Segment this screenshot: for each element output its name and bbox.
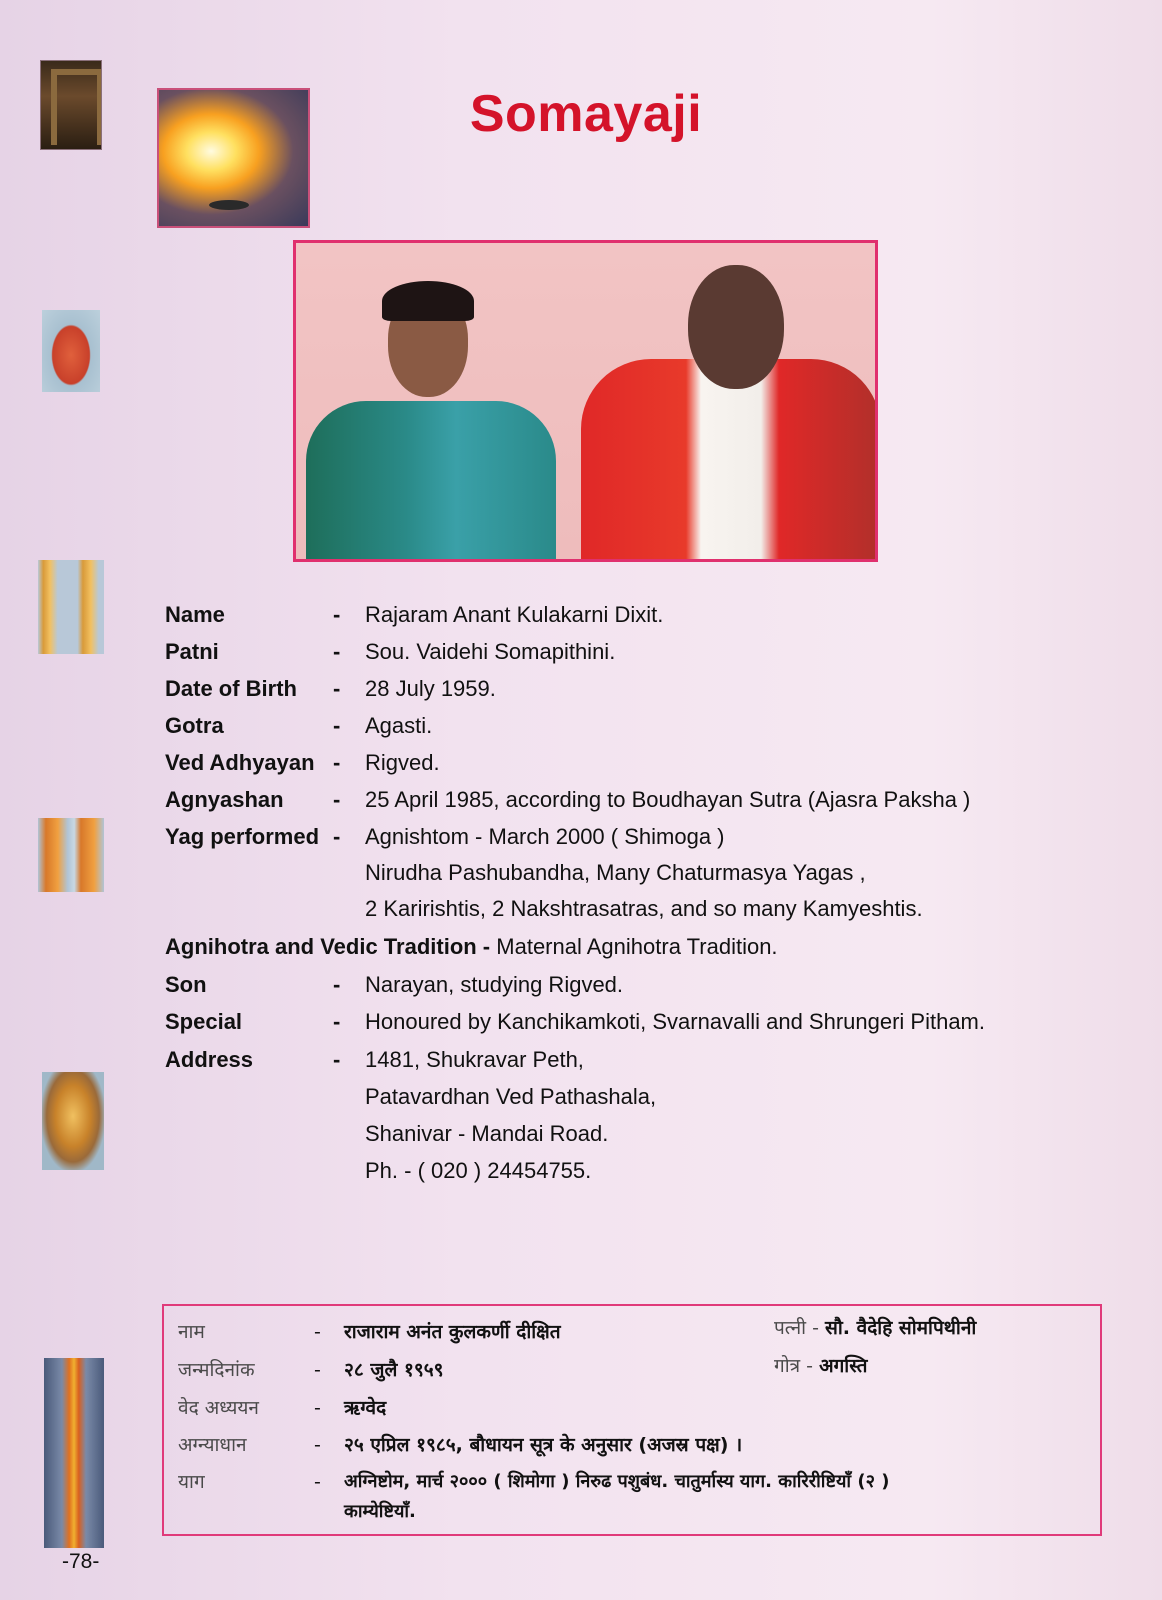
separator: - (333, 602, 341, 627)
hindi-gotra-value: अगस्ति (819, 1355, 868, 1377)
page-title: Somayaji (469, 85, 703, 143)
tradition-value: Maternal Agnihotra Tradition. (496, 934, 778, 959)
hindi-patni (774, 1316, 976, 1340)
dob-label: Date of Birth (165, 676, 297, 701)
patni-label: Patni (165, 639, 219, 664)
hindi-gotra (774, 1354, 867, 1378)
patni-value: Sou. Vaidehi Somapithini. (365, 639, 616, 664)
name-label: Name (165, 602, 225, 627)
yag-line-2: Nirudha Pashubandha, Many Chaturmasya Yagas , (365, 860, 866, 885)
address-label: Address (165, 1047, 254, 1072)
dob-value: 28 July 1959. (365, 676, 496, 701)
hindi-dash: - (314, 1321, 321, 1343)
hindi-summary-box (162, 1304, 1102, 1536)
hindi-dob-label: जन्मदिनांक (178, 1359, 255, 1381)
tradition-row (165, 934, 778, 960)
hindi-agny-label: अग्न्याधान (178, 1434, 247, 1456)
hindi-name-value: राजाराम अनंत कुलकर्णी दीक्षित (344, 1321, 561, 1343)
agnyashan-value: 25 April 1985, according to Boudhayan Sutra (Ajasra Paksha ) (365, 787, 971, 812)
hindi-ved-label: वेद अध्ययन (178, 1397, 259, 1419)
hindi-gotra-label: गोत्र - (774, 1355, 814, 1377)
woman-figure (306, 401, 556, 562)
wooden-vessel-thumbnail (42, 1072, 104, 1170)
wooden-blocks-thumbnail (38, 818, 104, 892)
hindi-patni-label: पत्नी - (774, 1317, 819, 1339)
hindi-yag-label: याग (178, 1471, 205, 1493)
address-phone: Ph. - ( 020 ) 24454755. (365, 1158, 592, 1183)
hindi-agny-value: २५ एप्रिल १९८५, बौधायन सूत्र के अनुसार (अजस्र पक्ष) । (344, 1434, 743, 1456)
gotra-label: Gotra (165, 713, 224, 738)
page-number: -78- (62, 1550, 100, 1573)
separator: - (333, 676, 341, 701)
hindi-dash: - (314, 1471, 321, 1493)
son-label: Son (165, 972, 207, 997)
ved-value: Rigved. (365, 750, 440, 775)
separator: - (333, 824, 341, 849)
tradition-label: Agnihotra and Vedic Tradition - (165, 934, 491, 959)
address-line-3: Shanivar - Mandai Road. (365, 1121, 609, 1146)
separator: - (333, 1047, 341, 1072)
hindi-dash: - (314, 1359, 321, 1381)
hindi-yag-value-1: अग्निष्टोम, मार्च २००० ( शिमोगा ) निरुढ पशुबंध. चातुर्मास्य याग. कारिरीष्टियाँ (२ ) (344, 1471, 890, 1492)
man-face (688, 265, 784, 389)
man-figure (581, 359, 878, 562)
yag-label: Yag performed (165, 824, 320, 849)
wooden-sticks-thumbnail (38, 560, 104, 654)
woman-hair (382, 281, 474, 321)
ved-label: Ved Adhyayan (165, 750, 315, 775)
hindi-yag-value-2: काम्येष्टियाँ. (344, 1501, 416, 1522)
separator: - (333, 750, 341, 775)
clay-pot-thumbnail (42, 310, 100, 392)
hindi-patni-value: सौ. वैदेहि सोमपिथीनी (825, 1317, 977, 1339)
hindi-ved-value: ऋग्वेद (344, 1397, 387, 1419)
yag-line-1: Agnishtom - March 2000 ( Shimoga ) (365, 824, 725, 849)
address-line-1: 1481, Shukravar Peth, (365, 1047, 584, 1072)
special-label: Special (165, 1009, 243, 1034)
hindi-name-label: नाम (178, 1321, 205, 1343)
hindi-dash: - (314, 1397, 321, 1419)
son-value: Narayan, studying Rigved. (365, 972, 624, 997)
name-value: Rajaram Anant Kulakarni Dixit. (365, 602, 664, 627)
special-value: Honoured by Kanchikamkoti, Svarnavalli and Shrungeri Pitham. (365, 1009, 985, 1034)
hindi-dash: - (314, 1434, 321, 1456)
address-line-2: Patavardhan Ved Pathashala, (365, 1084, 657, 1109)
agnyashan-label: Agnyashan (165, 787, 284, 812)
couple-portrait-photo (293, 240, 878, 562)
separator: - (333, 787, 341, 812)
gotra-value: Agasti. (365, 713, 433, 738)
separator: - (333, 972, 341, 997)
separator: - (333, 1009, 341, 1034)
separator: - (333, 639, 341, 664)
yag-line-3: 2 Karirishtis, 2 Nakshtrasatras, and so many Kamyeshtis. (365, 896, 923, 921)
hindi-dob-value: २८ जुलै १९५९ (344, 1359, 444, 1381)
separator: - (333, 713, 341, 738)
wooden-ladle-thumbnail (44, 1358, 104, 1548)
